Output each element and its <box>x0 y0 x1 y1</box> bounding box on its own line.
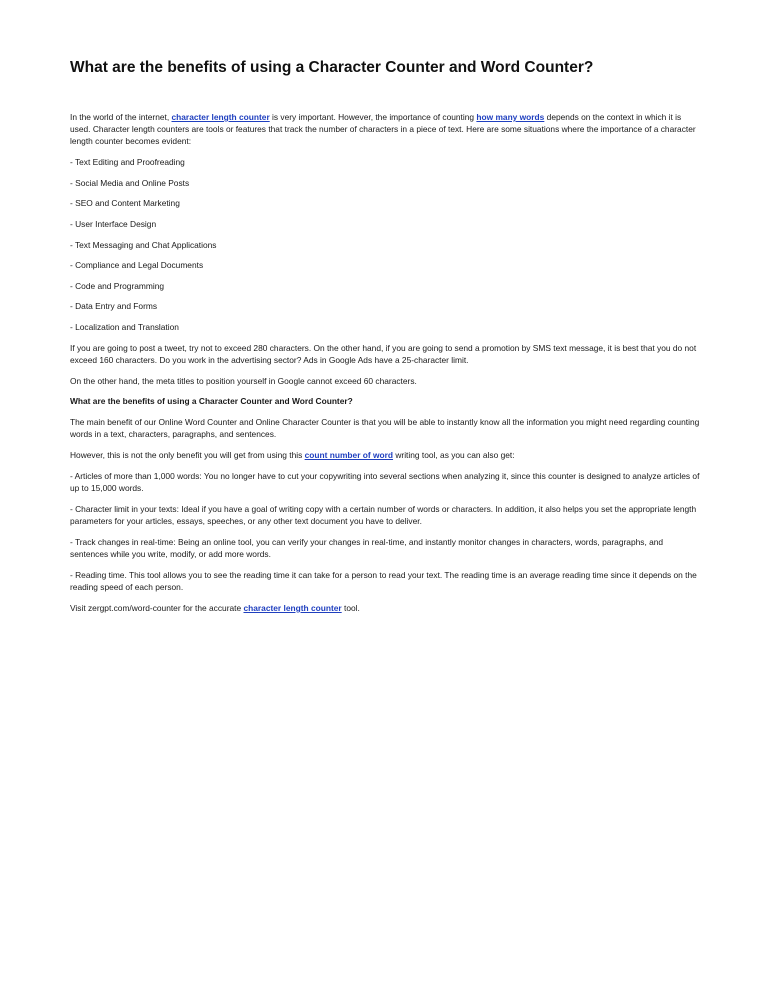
how-many-words-link[interactable]: how many words <box>476 112 545 122</box>
list-item: - User Interface Design <box>70 218 157 229</box>
character-length-counter-link[interactable]: character length counter <box>171 112 270 122</box>
list-item: - Code and Programming <box>70 280 165 291</box>
list-item: - Data Entry and Forms <box>70 301 158 312</box>
main-benefit-paragraph: The main benefit of our Online Word Counter and Online Character Counter is that you will be able to instantly know all the information you might need regarding counting words in a text, characters, paragraphs, and sentences. <box>70 417 700 440</box>
visit-paragraph <box>70 602 700 614</box>
list-item: - Compliance and Legal Documents <box>70 260 204 271</box>
however-text-2: writing tool, as you can also get: <box>393 450 515 461</box>
intro-text-2: is very important. However, the importance of counting <box>269 112 477 122</box>
visit-text-1: Visit zergpt.com/word-counter for the accurate <box>70 602 244 613</box>
list-item: - SEO and Content Marketing <box>70 198 180 209</box>
visit-text-2: tool. <box>341 602 360 613</box>
tweet-paragraph: If you are going to post a tweet, try not to exceed 280 characters. On the other hand, if you are going to send a promotion by SMS text message, it is best that you do not exceed 160 characters. Do you work in the advertising sector? Ads in Google Ads have a 25-character limit. <box>70 342 697 365</box>
count-number-of-word-link[interactable]: count number of word <box>304 450 394 461</box>
articles-benefit-paragraph: - Articles of more than 1,000 words: You no longer have to cut your copywriting into several sections when analyzing it, since this counter is designed to analyze articles of up to 15,000 words. <box>70 470 700 494</box>
intro-text-1: In the world of the internet, <box>70 112 172 122</box>
character-limit-paragraph: - Character limit in your texts: Ideal if you have a goal of writing copy with a certain number of words or characters. In addition, it also helps you set the appropriate length parameters for your articles, essays, speeches, or any other text document you have to deliver. <box>70 503 697 527</box>
list-item: - Social Media and Online Posts <box>70 177 190 188</box>
benefits-subheading: What are the benefits of using a Character Counter and Word Counter? <box>70 396 353 407</box>
page-title: What are the benefits of using a Character Counter and Word Counter? <box>70 59 594 76</box>
intro-text-3: depends on the context in which it is used. Character length counters are tools or features that track the number of characters in a piece of text. Here are some situations where the importance of a character length counter becomes evident: <box>70 112 696 147</box>
track-changes-paragraph: - Track changes in real-time: Being an online tool, you can verify your changes in real-time, and instantly monitor changes in characters, words, paragraphs, and sentences while you write, modify, or add more words. <box>70 536 664 560</box>
list-item: - Localization and Translation <box>70 321 179 332</box>
list-item: - Text Messaging and Chat Applications <box>70 239 217 250</box>
intro-paragraph <box>70 111 700 148</box>
however-paragraph <box>70 449 700 461</box>
article-body <box>70 111 700 623</box>
visit-character-length-counter-link[interactable]: character length counter <box>243 602 342 613</box>
meta-titles-paragraph: On the other hand, the meta titles to position yourself in Google cannot exceed 60 characters. <box>70 375 417 386</box>
however-text-1: However, this is not the only benefit you will get from using this <box>70 450 305 461</box>
reading-time-paragraph: - Reading time. This tool allows you to see the reading time it can take for a person to read your text. The reading time is an average reading time since it depends on the reading speed of each person. <box>70 569 697 593</box>
list-item: - Text Editing and Proofreading <box>70 157 185 168</box>
